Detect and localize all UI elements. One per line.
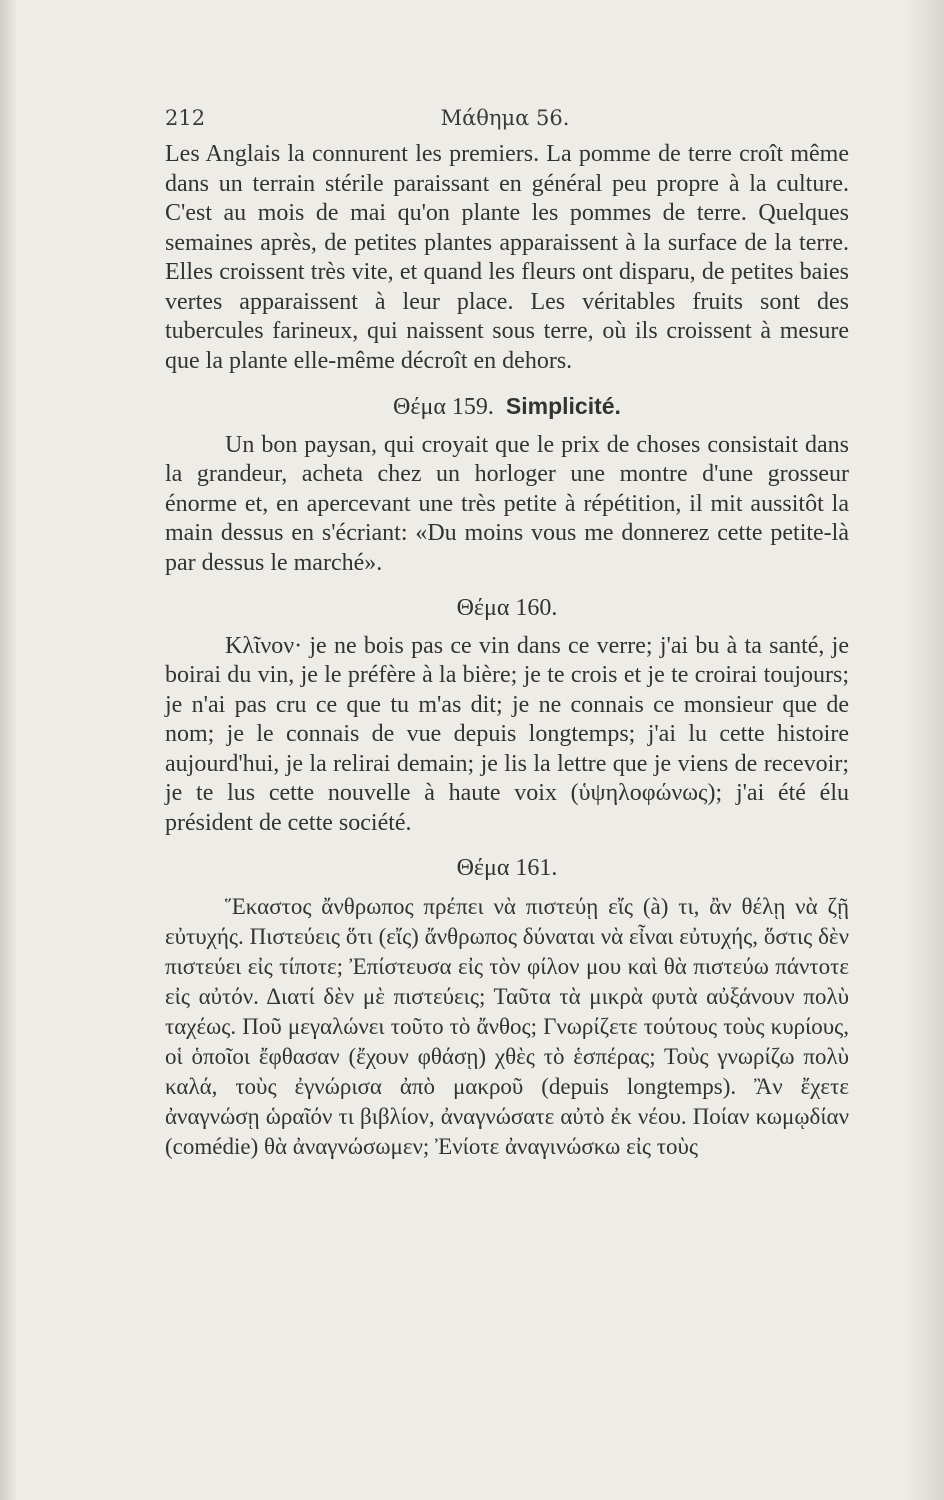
page-content bbox=[165, 140, 849, 1162]
theme-160-text: Κλῖνον· je ne bois pas ce vin dans ce verre; j'ai bu à ta santé, je boirai du vin, je le préfère à la bière; je te crois et je te croirai toujours; je n'ai pas cru ce que tu m'as dit; je ne connais ce monsieur que de nom; je le connais de vue depuis longtemps; j'ai lu cette histoire aujourd'hui, je la relirai demain; je lis la lettre que je viens de recevoir; je te lus cette nouvelle à haute voix (ὑψηλοφώνως); j'ai été élu président de cette société. bbox=[165, 632, 849, 836]
page-edge-right bbox=[904, 0, 944, 1500]
theme-160-heading bbox=[165, 594, 849, 624]
intro-paragraph: Les Anglais la connurent les premiers. La pomme de terre croît même dans un terrain stérile paraissant en général peu propre à la culture. C'est au mois de mai qu'on plante les pommes de terre. Quelques semaines après, de petites plantes apparaissent à la surface de la terre. Elles croissent très vite, et quand les fleurs ont disparu, de petites baies vertes apparaissent à leur place. Les véritables fruits sont des tubercules farineux, qui naissent sous terre, où ils croissent à mesure que la plante elle-même décroît en dehors. bbox=[165, 141, 849, 374]
theme-159-heading bbox=[165, 392, 849, 423]
page-edge-left bbox=[0, 0, 18, 1500]
theme-159-title: Simplicité. bbox=[505, 393, 621, 419]
running-title: Μάθημα 56. bbox=[440, 106, 570, 130]
theme-161-text: Ἕκαστος ἄνθρωπος πρέπει νὰ πιστεύῃ εἴς (à) τι, ἂν θέλῃ νὰ ζῇ εὐτυχής. Πιστεύεις ὅτι (εἴς) ἄνθρωπος δύναται νὰ εἶναι εὐτυχής, ὅστις δὲν πιστεύει εἰς τίποτε; Ἐπίστευσα εἰς τὸν φίλον μου καὶ θὰ πιστεύω πάντοτε εἰς αὐτόν. Διατί δὲν μὲ πιστεύεις; Ταῦτα τὰ μικρὰ φυτὰ αὐξάνουν πολὺ ταχέως. Ποῦ μεγαλώνει τοῦτο τὸ ἄνθος; Γνωρίζετε τούτους τοὺς κυρίους, οἱ ὁποῖοι ἔφθασαν (ἔχουν φθάσῃ) χθὲς τὸ ἑσπέρας; Τοὺς γνωρίζω πολὺ καλά, τοὺς ἐγνώρισα ἀπὸ μακροῦ (depuis longtemps). Ἂν ἔχετε ἀναγνώσῃ ὡραῖόν τι βιβλίον, ἀναγνώσατε αὐτὸ ἐκ νέου. Ποίαν κωμῳδίαν (comédie) θὰ ἀναγνώσωμεν; Ἐνίοτε ἀναγινώσκω εἰς τοὺς bbox=[165, 893, 849, 1159]
page-number: 212 bbox=[165, 106, 206, 130]
theme-161-label: Θέμα 161. bbox=[456, 855, 558, 881]
theme-160-label: Θέμα 160. bbox=[456, 595, 558, 621]
theme-159-text: Un bon paysan, qui croyait que le prix de choses consistait dans la grandeur, acheta chez un horloger une montre d'une grosseur énorme et, en apercevant une très petite à répétition, il mit aussitôt la main dessus en s'écriant: «Du moins vous me donnerez cette petite-là par dessus le marché». bbox=[165, 431, 849, 576]
theme-159-label: Θέμα 159. bbox=[393, 394, 494, 420]
theme-161-heading bbox=[165, 854, 849, 884]
